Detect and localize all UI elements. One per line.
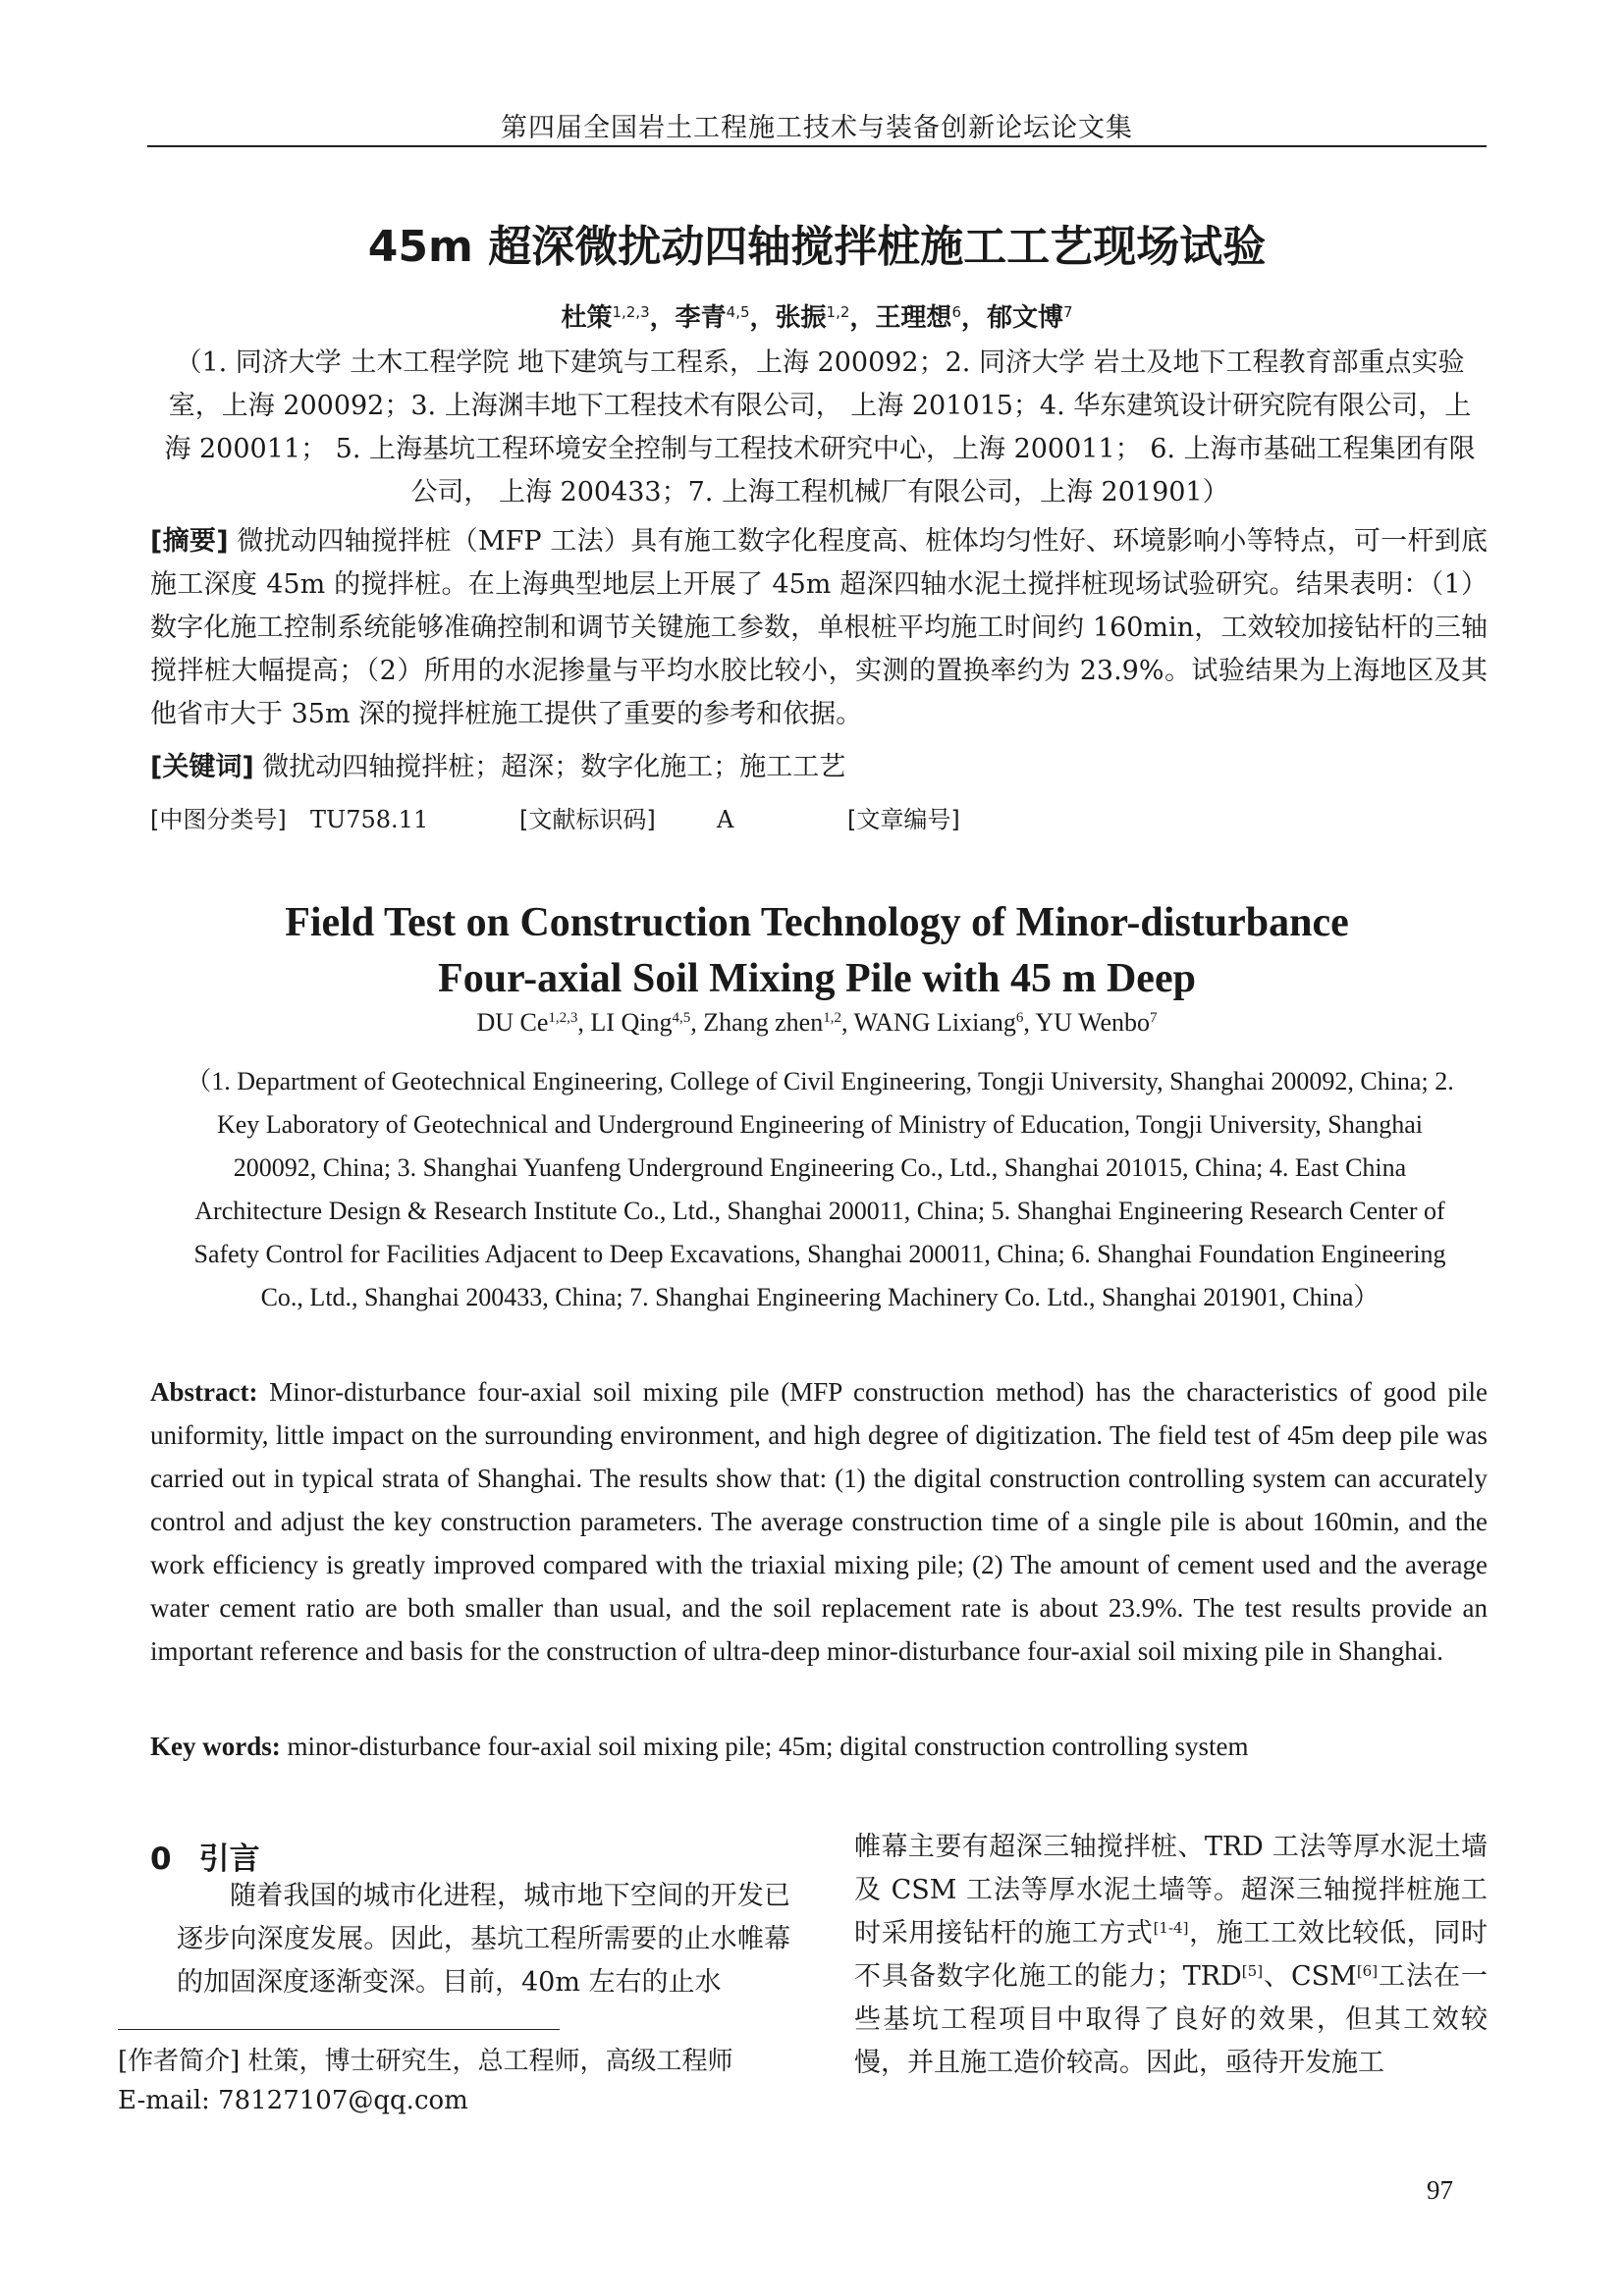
english-title-line-2: Four-axial Soil Mixing Pile with 45 m Deep [438,956,1196,1001]
author-affil-mark: 6 [1015,1010,1024,1026]
author-name: 张振 [775,303,827,333]
chinese-title: 45m 超深微扰动四轴搅拌桩施工工艺现场试验 [367,222,1267,272]
abstract-text: 微扰动四轴搅拌桩（MFP 工法）具有施工数字化程度高、桩体均匀性好、环境影响小等特点，可一杆到底施工深度 45m 的搅拌桩。在上海典型地层上开展了 45m 超深四轴水泥土搅拌桩现场试验研究。结果表明：（1）数字化施工控制系统能够准确控制和调节关键施工参数，单根桩平均施工时间约 160min，工效较加接钻杆的三轴搅拌桩大幅提高；（2）所用的水泥掺量与平均水胶比较小，实测的置换率约为 23.9%。试验结果为上海地区及其他省市大于 35m 深的搅拌桩施工提供了重要的参考和依据。 [150,526,1488,729]
section-number: 0 [150,1842,172,1877]
author-name: Zhang zhen [703,1008,824,1037]
article-number-label: [文章编号] [847,806,960,833]
footnote-rule [118,2029,560,2030]
author-name: YU Wenbo [1035,1008,1151,1037]
chinese-affiliations: （1. 同济大学 土木工程学院 地下建筑与工程系，上海 200092；2. 同济大学 岩土及地下工程教育部重点实验室，上海 200092；3. 上海渊丰地下工程技术有限公司， 上海 201015；4. 华东建筑设计研究院有限公司，上海 200011； 5. 上海基坑工程环境安全控制与工程技术研究中心，上海 200011； 6. 上海市基础工程集团有限公司， 上海 200433；7. 上海工程机械厂有限公司，上海 201901） [164,347,1476,507]
body-text: 帷幕主要有超深三轴搅拌桩、TRD 工法等厚水泥土墙及 CSM 工法等厚水泥土墙等。超深三轴搅拌桩施工时采用接钻杆的施工方式 [854,1832,1488,1949]
keywords-text: minor-disturbance four-axial soil mixing pile; 45m; digital construction controlling system [280,1732,1249,1761]
author-footnote [118,2042,825,2120]
keywords-label: [关键词] [150,752,254,782]
header-rule [147,145,1487,147]
english-abstract [150,1370,1488,1673]
keywords-label: Key words: [150,1732,281,1761]
english-title-line-1: Field Test on Construction Technology of Minor-disturbance [285,900,1349,945]
english-affiliations: （1. Department of Geotechnical Engineering, College of Civil Engineering, Tongji University, Shanghai 200092, China; 2. Key Laboratory of Geotechnical and Underground Engineering of Ministry of Education, Tongji University, Shanghai 200092, China; 3. Shanghai Yuanfeng Underground Engineering Co., Ltd., Shanghai 201015, China; 4. East China Architecture Design & Research Institute Co., Ltd., Shanghai 200011, China; 5. Shanghai Engineering Research Center of Safety Control for Facilities Adjacent to Deep Excavations, Shanghai 200011, China; 6. Shanghai Foundation Engineering Co., Ltd., Shanghai 200433, China; 7. Shanghai Engineering Machinery Co. Ltd., Shanghai 201901, China） [186,1067,1454,1311]
body-text: ，施工工效比较低，同时不具备数字化施工的能力；TRD [854,1918,1489,1992]
section-title: 引言 [198,1842,260,1877]
english-title [147,895,1487,1007]
body-text: 工法在一些基坑工程项目中取得了良好的效果，但其工效较慢，并且施工造价较高。因此，亟待开发施工 [854,1961,1488,2078]
keywords-text: 微扰动四轴搅拌桩；超深；数字化施工；施工工艺 [253,752,846,782]
abstract-text: Minor-disturbance four-axial soil mixing pile (MFP construction method) has the characteristics of good pile uniformity, little impact on the surrounding environment, and high degree of digitization. The field test of 45m deep pile was carried out in typical strata of Shanghai. The results show that: (1) the digital construction controlling system can accurately control and adjust the key construction parameters. The average construction time of a single pile is about 160min, and the work efficiency is greatly improved compared with the triaxial mixing pile; (2) The amount of cement used and the average water cement ratio are both smaller than usual, and the soil replacement rate is about 23.9%. The test results provide an important reference and basis for the construction of ultra-deep minor-disturbance four-axial soil mixing pile in Shanghai. [150,1377,1488,1666]
chinese-keywords [150,746,1488,789]
author-name: 郁文博 [987,303,1064,333]
page-number: 97 [1427,2175,1453,2205]
body-text: 、CSM [1263,1961,1357,1992]
section-heading [150,1834,260,1878]
author-email: E-mail: 78127107@qq.com [118,2086,468,2115]
author-name: WANG Lixiang [853,1008,1016,1037]
english-authors: DU Ce$^{1,2,3}$, LI Qing$^{4,5}$, Zhang zhen$^{1,2}$, WANG Lixiang$^6$, YU Wenbo$^7$ [476,1008,1158,1037]
running-head: 第四届全国岩土工程施工技术与装备创新论坛论文集 [501,113,1133,143]
body-right-column [854,1826,1488,2085]
author-name: 王理想 [875,303,952,333]
author-info: [作者简介] 杜策，博士研究生，总工程师，高级工程师 [118,2047,733,2076]
author-name: 杜策 [561,303,613,333]
author-affil-mark: 1,2 [823,1010,841,1026]
citation: [6] [1356,1962,1379,1980]
citation: [5] [1241,1962,1264,1980]
doc-code-label: [文献标识码] [519,806,656,833]
author-name: LI Qing [590,1008,673,1037]
author-affil-mark: 1,2 [826,303,850,321]
english-keywords [150,1725,1488,1768]
abstract-label: Abstract: [150,1377,258,1407]
doc-code-value: A [717,806,734,833]
author-affil-mark: 7 [1150,1010,1158,1026]
body-left-column: 随着我国的城市化进程，城市地下空间的开发已逐步向深度发展。因此，基坑工程所需要的止水帷幕的加固深度逐渐变深。目前，40m 左右的止水 [177,1881,790,1998]
author-affil-mark: 6 [951,303,961,321]
author-affil-mark: 4,5 [726,303,750,321]
author-name: 李青 [675,303,727,333]
abstract-label: [摘要] [150,526,229,557]
author-affil-mark: 4,5 [672,1010,691,1026]
author-name: DU Ce [476,1008,549,1037]
author-affil-mark: 1,2,3 [612,303,650,321]
author-affil-mark: 7 [1063,303,1073,321]
chinese-abstract [150,520,1488,736]
clc-value: TU758.11 [310,806,429,833]
chinese-authors: 杜策$^{1,2,3}$，李青$^{4,5}$，张振$^{1,2}$，王理想$^6$，郁文博$^7$ [561,303,1073,333]
clc-label: [中图分类号] [150,806,287,833]
citation: [1-4] [1153,1919,1189,1937]
author-affil-mark: 1,2,3 [548,1010,578,1026]
